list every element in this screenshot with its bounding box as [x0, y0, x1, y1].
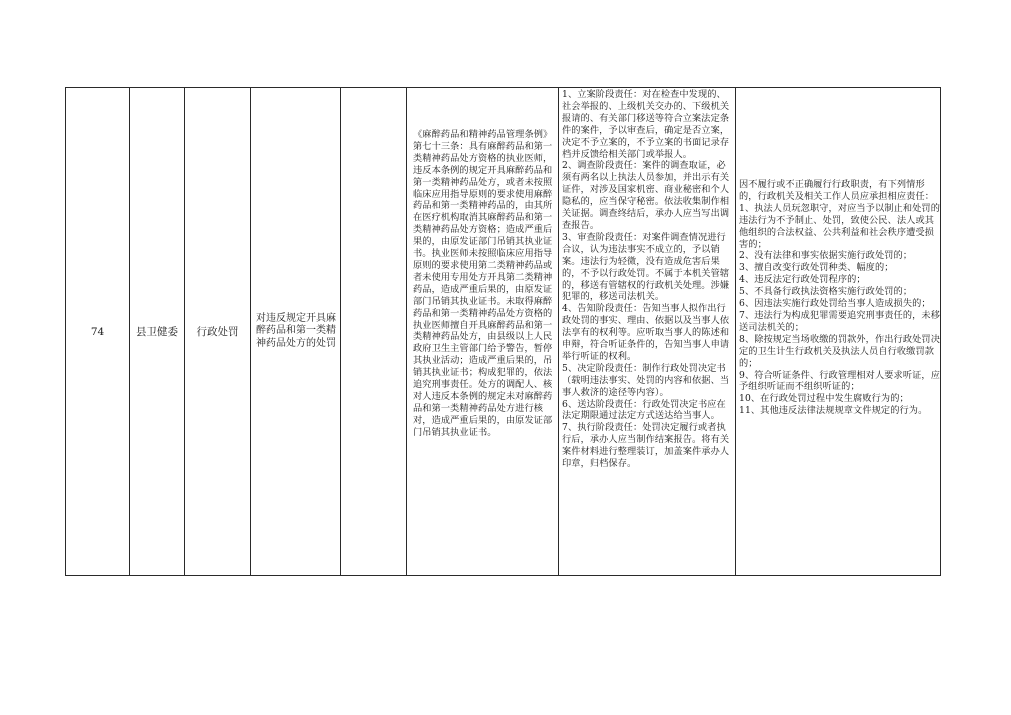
item-name: 对违反规定开具麻醉药品和第一类精神药品处方的处罚	[256, 312, 336, 349]
accountability-cell	[736, 88, 942, 575]
code-cell	[341, 88, 407, 575]
responsibilities-cell	[559, 88, 736, 575]
department-cell	[130, 88, 185, 575]
legal-basis-text: 《麻醉药品和精神药品管理条例》第七十三条：具有麻醉药品和第一类精神药品处方资格的执业医师，违反本条例的规定开具麻醉药品和第一类精神药品处方，或者未按照临床应用指导原则的要求使用麻醉药品和第一类精神药品的，由其所在医疗机构取消其麻醉药品和第一类精神药品处方资格；造成严重后果的，由原发证部门吊销其执业证书。执业医师未按照临床应用指导原则的要求使用第二类精神药品或者未使用专用处方开具第二类精神药品，造成严重后果的，由原发证部门吊销其执业证书。未取得麻醉药品和第一类精神药品处方资格的执业医师擅自开具麻醉药品和第一类精神药品处方，由县级以上人民政府卫生主管部门给予警告，暂停其执业活动；造成严重后果的，吊销其执业证书；构成犯罪的，依法追究刑事责任。处方的调配人、核对人违反本条例的规定未对麻醉药品和第一类精神药品处方进行核对，造成严重后果的，由原发证部门吊销其执业证书。	[413, 129, 553, 438]
accountability-text: 因不履行或不正确履行行政职责，有下列情形的，行政机关及相关工作人员应承担相应责任： 1、执法人员玩忽职守，对应当予以制止和处罚的违法行为不予制止、处罚，致使公民、法人或其他组织的合法权益、公共利益和社会秩序遭受损害的； 2、没有法律和事实依据实施行政处罚的； 3、擅自改变行政处罚种类、幅度的； 4、违反法定行政处罚程序的； 5、不具备行政执法资格实施行政处罚的； 6、因违法实施行政处罚给当事人造成损失的； 7、违法行为构成犯罪需要追究刑事责任的，未移送司法机关的； 8、除按规定当场收缴的罚款外，作出行政处罚决定的卫生计生行政机关及执法人员自行收缴罚款的； 9、符合听证条件、行政管理相对人要求听证，应予组织听证而不组织听证的； 10、在行政处罚过程中发生腐败行为的； 11、其他违反法律法规规章文件规定的行为。	[739, 179, 940, 417]
row-number-cell	[66, 88, 130, 575]
responsibilities-text: 1、立案阶段责任：对在检查中发现的、社会举报的、上级机关交办的、下级机关报请的、有关部门移送等符合立案法定条件的案件，予以审查后，确定是否立案，决定不予立案的，不予立案的书面记录存档并反馈给相关部门或举报人。 2、调查阶段责任：案件的调查取证，必须有两名以上执法人员参加，并出示有关证件，对涉及国家机密、商业秘密和个人隐私的，应当保守秘密。依法收集制作相关证据。调查终结后，承办人应当写出调查报告。 3、审查阶段责任：对案件调查情况进行合议，认为违法事实不成立的，予以销案。违法行为轻微，没有造成危害后果的，不予以行政处罚。不属于本机关管辖的，移送有管辖权的行政机关处理。涉嫌犯罪的，移送司法机关。 4、告知阶段责任：告知当事人拟作出行政处罚的事实、理由、依据以及当事人依法享有的权利等。应听取当事人的陈述和申辩，符合听证条件的，告知当事人申请举行听证的权利。 5、决定阶段责任：制作行政处罚决定书（载明违法事实、处罚的内容和依据、当事人救济的途径等内容）。 6、送达阶段责任：行政处罚决定书应在法定期限通过法定方式送达给当事人。 7、执行阶段责任：处罚决定履行或者执行后，承办人应当制作结案报告。将有关案件材料进行整理装订，加盖案件承办人印章，归档保存。	[562, 89, 730, 470]
legal-basis-cell	[407, 88, 559, 575]
row-number: 74	[90, 325, 105, 338]
category-cell	[185, 88, 251, 575]
department-name: 县卫健委	[136, 325, 178, 338]
power-category: 行政处罚	[196, 325, 239, 338]
power-list-table	[65, 87, 941, 576]
item-name-cell	[251, 88, 341, 575]
